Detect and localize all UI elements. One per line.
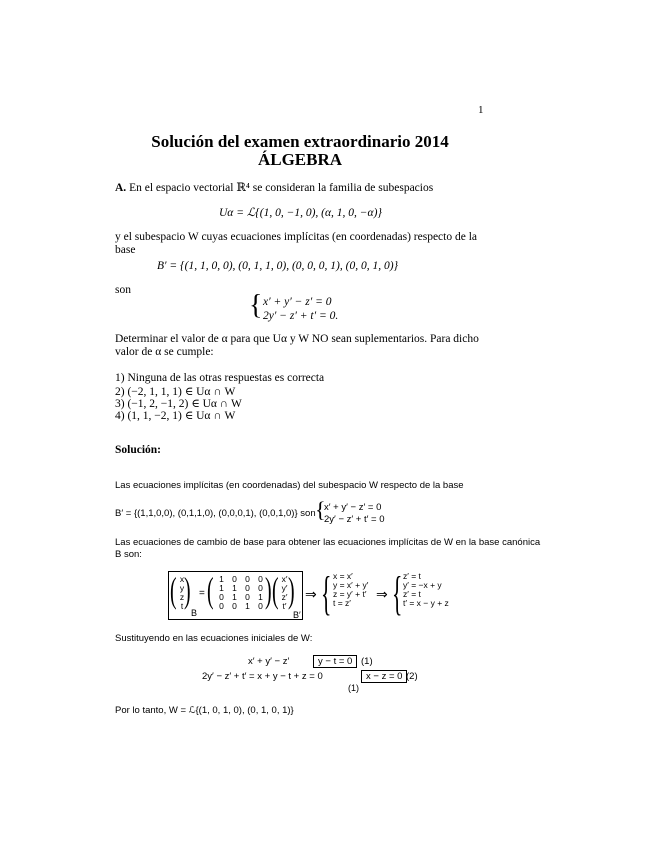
subst-row-1-box: y − t = 0 [313, 655, 357, 668]
m23: 1 [258, 592, 263, 602]
matrix-row-4 [215, 602, 267, 611]
vec-rhs-2: z′ [281, 592, 288, 602]
system-1 [333, 572, 368, 608]
substitution-line: Sustituyendo en las ecuaciones iniciales de W: [115, 633, 313, 644]
sys2-eq-0: z′ = t [403, 571, 421, 581]
sys1-eq-3: t = z′ [333, 598, 351, 608]
subst-row-2-mid: (1) [348, 683, 359, 693]
sys1-eq-1: y = x′ + y′ [333, 580, 369, 590]
solution-system-brace: { [315, 497, 326, 522]
option-4: 4) (1, 1, −2, 1) ∈ Uα ∩ W [115, 410, 236, 422]
change-line-1: Las ecuaciones de cambio de base para obtener las ecuaciones implícitas de W en la base canónica [115, 537, 541, 548]
sys2-eq-3: t′ = x − y + z [403, 598, 449, 608]
w-intro-line-1: y el subespacio W cuyas ecuaciones implícitas (en coordenadas) respecto de la [115, 231, 478, 243]
sys1-eq-2: z = y′ + t′ [333, 589, 367, 599]
option-2: 2) (−2, 1, 1, 1) ∈ Uα ∩ W [115, 386, 236, 398]
solution-basis-line: B′ = {(1,1,0,0), (0,1,1,0), (0,0,0,1), (0,0,1,0)} son [115, 508, 316, 519]
option-1: 1) Ninguna de las otras respuestas es correcta [115, 372, 325, 384]
change-line-2: B son: [115, 549, 142, 560]
vec-rhs-open: ( [272, 570, 279, 610]
final-result: Por lo tanto, W = ℒ{(1, 0, 1, 0), (0, 1, 0, 1)} [115, 705, 294, 716]
question-line-2: valor de α se cumple: [115, 346, 214, 358]
subst-row-2-box: x − z = 0 [361, 670, 407, 683]
solution-eq-2: 2y′ − z′ + t′ = 0 [324, 514, 385, 525]
m22: 0 [245, 592, 250, 602]
m10: 1 [219, 583, 224, 593]
solution-eq-1: x′ + y′ − z′ = 0 [324, 502, 382, 513]
m01: 0 [232, 574, 237, 584]
vec-lhs-sub: B [191, 608, 198, 618]
m13: 0 [258, 583, 263, 593]
matrix-equals: = [199, 588, 205, 599]
solution-line-1: Las ecuaciones implícitas (en coordenadas) del subespacio W respecto de la base [115, 480, 464, 491]
subst-row-2-tag: (2) [406, 671, 418, 682]
m21: 1 [232, 592, 237, 602]
vec-lhs-open: ( [170, 570, 177, 610]
problem-intro [115, 180, 433, 194]
solution-heading: Solución: [115, 444, 162, 456]
vec-rhs-0: x′ [281, 574, 288, 584]
m32: 1 [245, 601, 250, 611]
vec-lhs-1: y [179, 583, 185, 593]
sys1-brace: { [321, 567, 332, 620]
vec-lhs-0: x [179, 574, 185, 584]
sys2-eq-1: y′ = −x + y [403, 580, 442, 590]
m20: 0 [219, 592, 224, 602]
vec-lhs-2: z [179, 592, 185, 602]
system-2 [403, 572, 449, 608]
subst-row-2-lhs: 2y′ − z′ + t′ = x + y − t + z = 0 [202, 671, 323, 682]
page-title: Solución del examen extraordinario 2014 [151, 132, 449, 151]
m30: 0 [219, 601, 224, 611]
page-number: 1 [478, 104, 484, 116]
implies-arrow-1: ⇒ [305, 586, 317, 602]
m12: 0 [245, 583, 250, 593]
problem-intro-text: En el espacio vectorial ℝ⁴ se consideran la familia de subespacios [129, 182, 434, 194]
vec-rhs-1: y′ [281, 583, 288, 593]
subst-row-1-tag: (1) [361, 656, 373, 667]
sys1-eq-0: x = x′ [333, 571, 353, 581]
subst-row-1-lhs: x′ + y′ − z′ [248, 656, 290, 667]
page-subtitle: ÁLGEBRA [257, 150, 343, 169]
vec-rhs-close: ) [288, 570, 295, 610]
option-3: 3) (−1, 2, −1, 2) ∈ Uα ∩ W [115, 398, 242, 410]
vec-rhs-3: t′ [282, 601, 287, 611]
sys2-eq-2: z′ = t [403, 589, 421, 599]
u-alpha-definition: Uα = ℒ{(1, 0, −1, 0), (α, 1, 0, −α)} [219, 207, 382, 219]
m02: 0 [245, 574, 250, 584]
problem-label: A. [115, 182, 127, 194]
vec-lhs-3: t [180, 601, 184, 611]
sys2-brace: { [392, 567, 403, 620]
m33: 0 [258, 601, 263, 611]
vec-rhs-sub: B′ [293, 610, 301, 620]
vec-lhs-close: ) [184, 570, 191, 610]
w-intro-line-2: base [115, 244, 136, 256]
son-label: son [115, 284, 131, 296]
system-eq-1: x′ + y′ − z′ = 0 [263, 296, 332, 308]
m31: 0 [232, 601, 237, 611]
m00: 1 [219, 574, 224, 584]
question-line-1: Determinar el valor de α para que Uα y W NO sean suplementarios. Para dicho [115, 333, 479, 345]
change-matrix [215, 575, 267, 611]
m11: 1 [232, 583, 237, 593]
system-brace: { [249, 290, 263, 321]
matrix-open: ( [207, 570, 214, 610]
m03: 0 [258, 574, 263, 584]
system-eq-2: 2y′ − z′ + t′ = 0. [263, 310, 339, 322]
basis-b-prime: B′ = {(1, 1, 0, 0), (0, 1, 1, 0), (0, 0, 0, 1), (0, 0, 1, 0)} [157, 260, 399, 272]
matrix-close: ) [265, 570, 272, 610]
implies-arrow-2: ⇒ [376, 586, 388, 602]
